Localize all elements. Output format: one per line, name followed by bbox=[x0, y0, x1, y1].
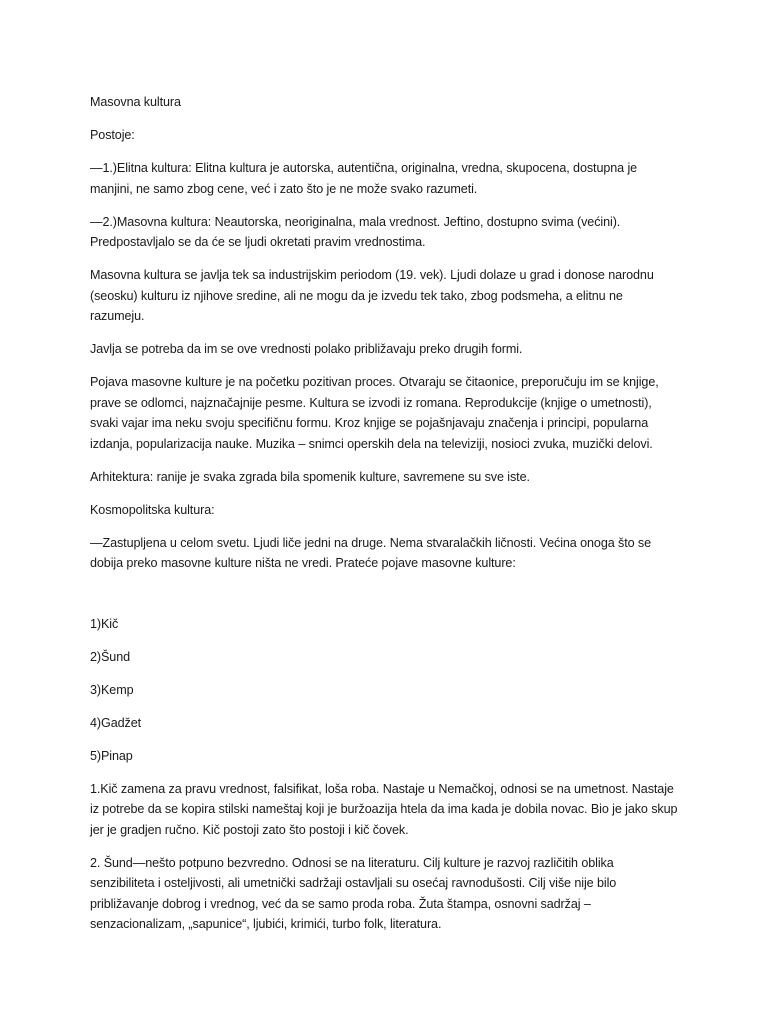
paragraph-arhitektura: Arhitektura: ranije je svaka zgrada bila spomenik kulture, savremene su sve iste. bbox=[90, 469, 530, 484]
list-item: 1)Kič bbox=[90, 616, 119, 631]
document-body bbox=[90, 92, 680, 947]
paragraph-industrijski-period: Masovna kultura se javlja tek sa industrijskim periodom (19. vek). Ljudi dolaze u grad i donose narodnu (seosku) kulturu iz njihove sredine, ali ne mogu da je izvedu tek tako, zbog podsmeha, a elitnu ne razumeju. bbox=[90, 268, 654, 323]
paragraph-sund: 2. Šund—nešto potpuno bezvredno. Odnosi se na literaturu. Cilj kulture je razvoj različitih oblika senzibiliteta i osteljivosti, ali umetnički sadržaji ostavljali su osećaj ravnodušosti. Cilj više nije bilo približavanje dobrog i vrednog, već da se samo proda roba. Žuta štampa, osnovni sadržaj – senzacionalizam, „sapunice“, ljubići, krimići, turbo folk, literatura. bbox=[90, 855, 617, 931]
paragraph-masovna-kultura: —2.)Masovna kultura: Neautorska, neoriginalna, mala vrednost. Jeftino, dostupno svima (većini). Predpostavljalo se da će se ljudi okretati pravim vrednostima. bbox=[90, 214, 621, 249]
document-title: Masovna kultura bbox=[90, 95, 181, 109]
list-item: 5)Pinap bbox=[90, 748, 133, 763]
list-item: 3)Kemp bbox=[90, 682, 134, 697]
paragraph-kic: 1.Kič zamena za pravu vrednost, falsifikat, loša roba. Nastaje u Nemačkoj, odnosi se na umetnost. Nastaje iz potrebe da se kopira stilski nameštaj koji je buržoazija htela da ima kada je dobila novac. Bio je jako skup jer je gradjen ručno. Kič postoji zato što postoji i kič čovek. bbox=[90, 781, 678, 837]
paragraph-elitna-kultura: —1.)Elitna kultura: Elitna kultura je autorska, autentična, originalna, vredna, skupocena, dostupna je manjini, ne samo zbog cene, već i zato što je ne može svako razumeti. bbox=[90, 161, 638, 196]
paragraph-kosmopolitska: —Zastupljena u celom svetu. Ljudi liče jedni na druge. Nema stvaralačkih ličnosti. Većina onoga što se dobija preko masovne kulture ništa ne vredi. Prateće pojave masovne kulture: bbox=[90, 535, 652, 570]
paragraph-postoje: Postoje: bbox=[90, 128, 135, 142]
list-item: 4)Gadžet bbox=[90, 715, 142, 730]
paragraph-kosmopolitska-heading: Kosmopolitska kultura: bbox=[90, 502, 215, 517]
paragraph-potreba: Javlja se potreba da im se ove vrednosti polako približavaju preko drugih formi. bbox=[90, 342, 523, 356]
list-item: 2)Šund bbox=[90, 649, 131, 664]
paragraph-pojava: Pojava masovne kulture je na početku pozitivan proces. Otvaraju se čitaonice, preporučuju im se knjige, prave se odlomci, najznačajnije pesme. Kultura se izvodi iz romana. Reprodukcije (knjige o umetnosti), svaki vajar ima neku svoju specifičnu formu. Kroz knjige se pojašnjavaju značenja i principi, popularna izdanja, popularizacija nauke. Muzika – snimci operskih dela na televiziji, nosioci zvuka, muzički delovi. bbox=[90, 375, 659, 451]
